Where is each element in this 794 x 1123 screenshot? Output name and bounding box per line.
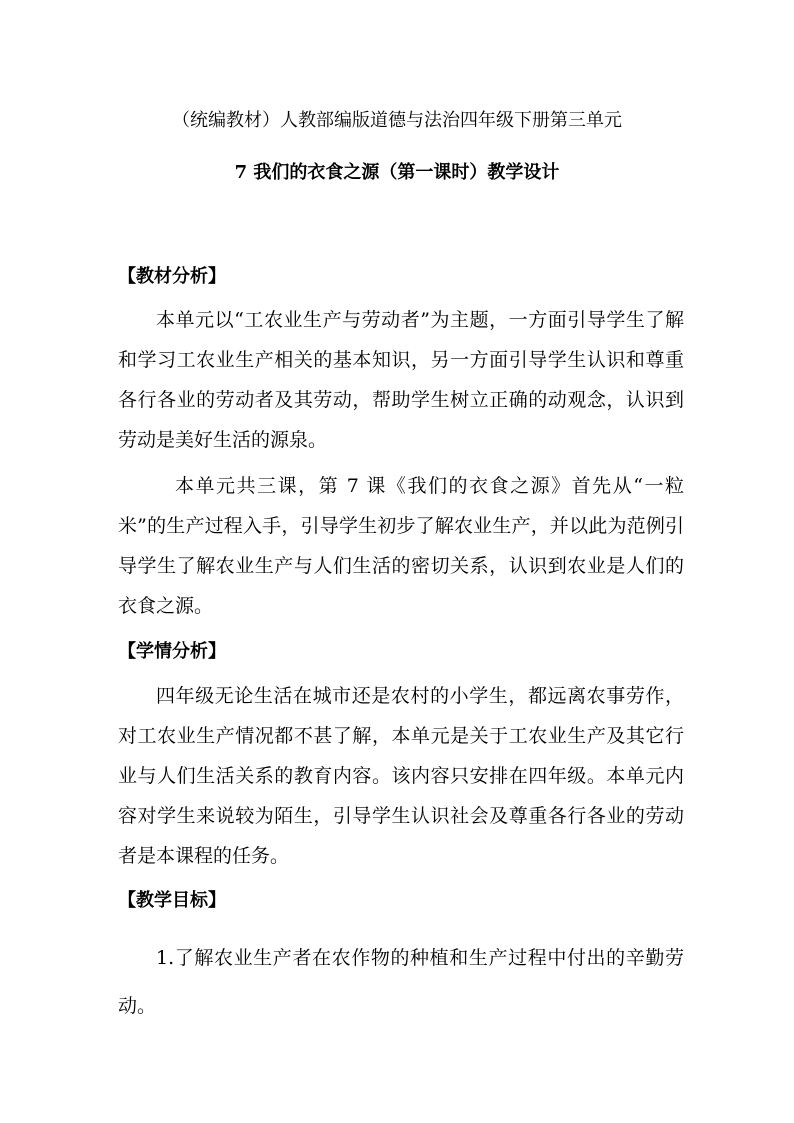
- paragraph-teaching-goal-1: 1.了解农业生产者在农作物的种植和生产过程中付出的辛勤劳动。: [118, 947, 684, 1017]
- paragraph-textbook-analysis-2: 本单元共三课，第 7 课《我们的衣食之源》首先从“一粒米”的生产过程入手，引导学生初步了解农业生产，并以此为范例引导学生了解农业生产与人们生活的密切关系，认识到农业是人们的衣食之源。: [118, 475, 684, 617]
- section-heading-teaching-goals: 【教学目标】: [118, 890, 226, 911]
- section-heading-student-analysis: 【学情分析】: [118, 641, 226, 662]
- section-heading-textbook-analysis: 【教材分析】: [118, 266, 226, 287]
- document-title-line1: （统编教材）人教部编版道德与法治四年级下册第三单元: [172, 110, 622, 131]
- document-title-line2: 7 我们的衣食之源（第一课时）教学设计: [234, 162, 560, 183]
- paragraph-student-analysis-1: 四年级无论生活在城市还是农村的小学生，都远离农事劳作，对工农业生产情况都不甚了解，本单元是关于工农业生产及其它行业与人们生活关系的教育内容。该内容只安排在四年级。本单元内容对学生来说较为陌生，引导学生认识社会及尊重各行各业的劳动者是本课程的任务。: [118, 685, 684, 867]
- paragraph-textbook-analysis-1: 本单元以“工农业生产与劳动者”为主题，一方面引导学生了解和学习工农业生产相关的基本知识，另一方面引导学生认识和尊重各行各业的劳动者及其劳动，帮助学生树立正确的动观念，认识到劳动是美好生活的源泉。: [118, 309, 684, 451]
